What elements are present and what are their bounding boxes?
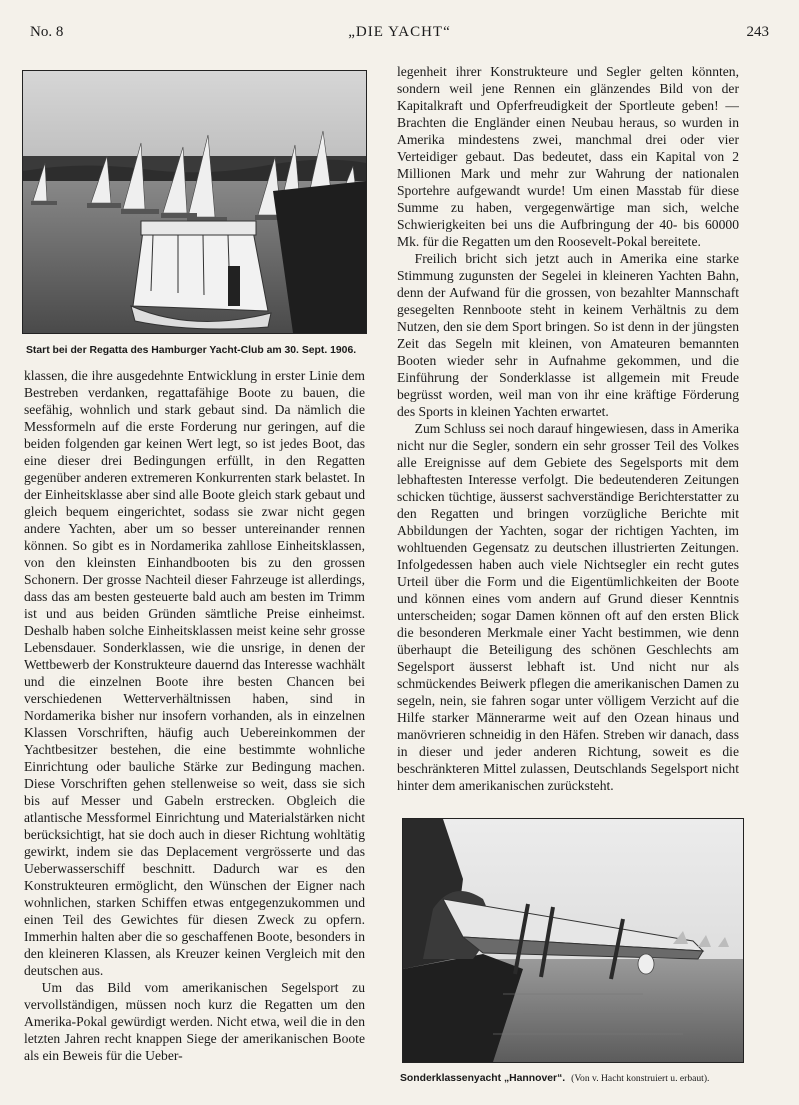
paragraph: Um das Bild vom amerikanischen Segelsport zu vervollständigen, müssen noch kurz die Regatten um den Amerika-Pokal gewürdigt werden. Nicht etwa, weil die in den letzten Jahren recht knappen Siege der amerikanischen Boote als ein Beweis für die Ueber-: [24, 980, 365, 1063]
top-photo-caption: Start bei der Regatta des Hamburger Yacht-Club am 30. Sept. 1906.: [26, 345, 357, 356]
paragraph: legenheit ihrer Konstrukteure und Segler gelten könnten, sondern weil jene Rennen ein glänzendes Bild von der Kapitalkraft und Opferfreudigkeit der Sportleute geben! — Brachten die Engländer einen Neubau heraus, so wurden in Amerika mindestens zwei, manchmal drei oder vier Verteidiger gebaut. Das bedeutet, dass ein Kapital von 2 Millionen Mark und mehr zur Wahrung der nationalen Sportehre aufgewandt wurde! Um einen Masstab für diese Summe zu haben, vergegenwärtige man sich, welche Schwierigkeiten bei uns die Aufbringung der 40- bis 60000 Mk. für die Regatten um den Roosevelt-Pokal bereitete.: [397, 64, 739, 249]
bottom-photo-caption: [400, 1073, 709, 1084]
page-header: [30, 24, 769, 44]
page-number: 243: [746, 24, 769, 40]
issue-number: No. 8: [30, 24, 64, 40]
bottom-photo-caption-title: Sonderklassenyacht „Hannover“.: [400, 1073, 566, 1084]
regatta-photo-illustration: [23, 71, 366, 333]
paragraph: Freilich bricht sich jetzt auch in Amerika eine starke Stimmung zugunsten der Segelei in kleineren Yachten Bahn, denn der Aufwand für die grossen, von bezahlter Mannschaft gesegelten Rennboote steht in keinem Verhältnis zu dem Nutzen, den sie dem Sport bringen. So ist denn in der jüngsten Zeit das Segeln mit kleinen, von Amateuren bemannten Booten wieder sehr in Aufnahme gekommen, und die Einführung der Sonderklasse ist allgemein mit Freude begrüsst worden, weil man von ihr eine kräftige Förderung des Sports in kleinen Yachten erwartet.: [397, 251, 739, 419]
paragraph: klassen, die ihre ausgedehnte Entwicklung in erster Linie dem Bestreben verdanken, regattafähige Boote zu bauen, die seefähig, wohnlich und stark gebaut sind. Da nämlich die Messformeln auf die erste Forderung nur geringen, auf die beiden folgenden gar keinen Wert legt, so ist jedes Boot, das eine dieser drei Bedingungen erfüllt, in den Regatten gegenüber anderen extremeren Konkurrenten stark belastet. In der Einheitsklasse aber sind alle Boote gleich stark gebaut und gleich bequem eingerichtet, sodass sie zwar nicht gegen andere Yachten, aber um so besser untereinander rennen können. So gibt es in Nordamerika zahllose Einheitsklassen, von den kleinsten Einhandbooten bis zu den grossen Schonern. Der grosse Nachteil dieser Fahrzeuge ist allerdings, dass das am besten gesteuerte bald auch am besten im Trimm ist und aus beiden Gründen sämtliche Preise einheimst. Deshalb haben solche Einheitsklassen meist keine sehr grosse Lebensdauer. Sonderklassen, wie die unsrige, in denen der Wettbewerb der Konstrukteure dauernd das Interesse wachhält und die einzelnen Boote ihre besten Chancen bei verschiedenen Wetterverhältnissen haben, sind in Nordamerika bisher nur insofern vorhanden, als in einzelnen Klassen Vorschriften, häufig auch Uebereinkommen der Yachtbesitzer bestehen, die eine bestimmte wohnliche Einrichtung oder bauliche Stärke zur Bedingung machen. Diese Vorschriften gehen stellenweise so weit, dass sie sich bis auf Messer und Gabeln erstrecken. Obgleich die atlantische Messformel Einrichtung und Materialstärken nicht berücksichtigt, hat sie doch auch in dieser Richtung wohltätig gewirkt, indem sie das Deplacement vergrösserte und das Ueberwasserschiff beschnitt. Dadurch war es den Konstrukteuren ermöglicht, den Wünschen der Eigner nach wohnlichen, starken Schiffen etwas entgegenzukommen und einen Teil des Gewichtes für diesen Zweck zu opfern. Immerhin halten aber die so geschaffenen Boote, besonders in den kleineren Klassen, als Kreuzer keinen Vergleich mit den deutschen aus.: [24, 368, 365, 978]
journal-title: „DIE YACHT“: [348, 24, 451, 40]
left-text-column: [24, 367, 365, 1087]
regatta-start-photo: [22, 70, 367, 334]
yacht-hannover-photo: [402, 818, 744, 1063]
yacht-photo-illustration: [403, 819, 743, 1062]
bottom-photo-credit: (Von v. Hacht konstruiert u. erbaut).: [571, 1073, 710, 1084]
paragraph: Zum Schluss sei noch darauf hingewiesen, dass in Amerika nicht nur die Segler, sondern ein sehr grosser Teil des Volkes alle Ereignisse auf dem Gebiete des Segelsports mit dem lebhaftesten Interesse verfolgt. Die bedeutenderen Zeitungen schicken tüchtige, äusserst sachverständige Berichterstatter zu den Regatten und bringen vorzügliche Berichte mit Abbildungen der Yachten, sogar der richtigen Yachten, im wohltuenden Gegensatz zu deutschen illustrierten Zeitungen. Infolgedessen haben auch viele Nichtsegler ein recht gutes Urteil über die Form und die Eigentümlichkeiten der Boote und können eines vom andern auf Grund dieser Kenntnis unterscheiden; sogar Damen können oft auf den ersten Blick die besonderen Merkmale einer Yacht bestimmen, wie denn überhaupt die Beteiligung des schönen Geschlechts am Segelsport äusserst lebhaft ist. Und nicht nur als schmückendes Beiwerk pflegen die amerikanischen Damen zu segeln, nein, sie fahren sogar unter völligem Verzicht auf die Hilfe starker Männerarme weit auf den Ozean hinaus und manövrieren schneidig in den Häfen. Streben wir danach, dass in dieser und jeder anderen Richtung, soweit es die beschränkteren Mittel zulassen, Deutschlands Segelsport nicht hinter dem amerikanischen zurücksteht.: [397, 421, 739, 793]
right-text-column: [397, 63, 739, 803]
